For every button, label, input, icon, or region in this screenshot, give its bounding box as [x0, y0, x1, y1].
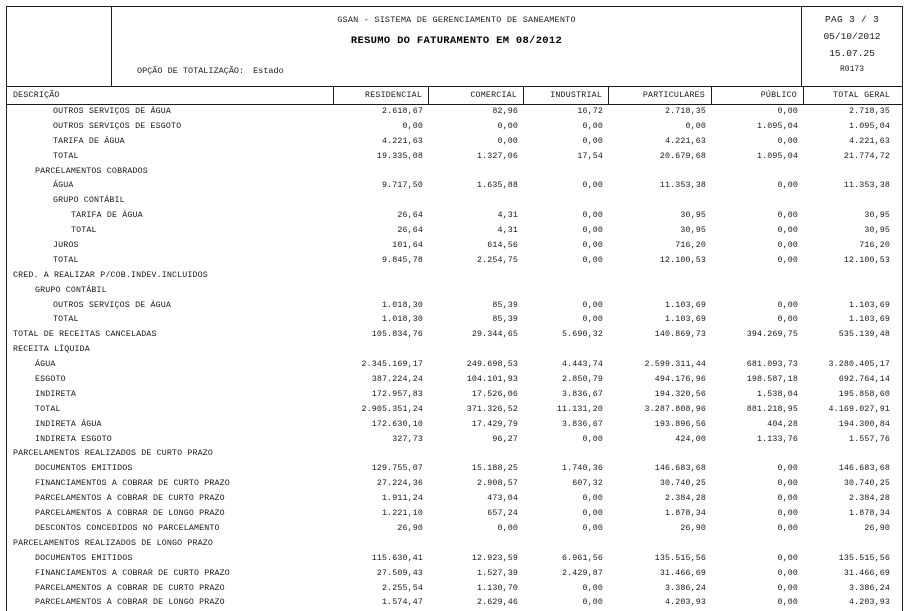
row-value: 1.133,76: [756, 434, 798, 444]
row-value: 2.905.351,24: [361, 404, 423, 414]
row-label: TARIFA DE ÁGUA: [53, 136, 125, 146]
row-label: PARCELAMENTOS REALIZADOS DE CURTO PRAZO: [13, 449, 214, 459]
row-label: RECEITA LÍQUIDA: [13, 345, 90, 355]
totalization-value: Estado: [253, 66, 284, 76]
table-row: [7, 552, 902, 567]
row-label: TOTAL: [71, 226, 97, 236]
row-value: 9.717,50: [381, 181, 423, 191]
row-value: 1.557,76: [848, 434, 890, 444]
row-value: 26,90: [680, 523, 706, 533]
row-value: [712, 194, 804, 209]
row-value: 1.878,34: [848, 509, 890, 519]
table-row: [7, 105, 902, 120]
row-value: 4,31: [497, 226, 518, 236]
row-label: INDIRETA ESGOTO: [35, 434, 112, 444]
row-value: [712, 165, 804, 180]
row-label: DOCUMENTOS EMITIDOS: [35, 464, 133, 474]
row-value: [712, 537, 804, 552]
row-label: TARIFA DE ÁGUA: [71, 211, 143, 221]
row-value: 26,90: [864, 523, 890, 533]
row-value: [524, 343, 609, 358]
row-value: 0,00: [582, 300, 603, 310]
row-value: 2.718,35: [664, 107, 706, 116]
header-logo-cell: [7, 7, 112, 86]
table-row: [7, 403, 902, 418]
row-value: 30.740,25: [659, 479, 706, 489]
table-row: [7, 477, 902, 492]
row-value: 1.103,69: [848, 300, 890, 310]
row-value: [609, 284, 712, 299]
row-value: 614,56: [487, 241, 518, 251]
row-value: 607,32: [572, 479, 603, 489]
row-value: 1.538,04: [756, 389, 798, 399]
row-value: 0,00: [777, 494, 798, 504]
row-value: [804, 343, 896, 358]
row-value: [429, 165, 524, 180]
row-value: 3.280.405,17: [828, 360, 890, 370]
row-label: PARCELAMENTOS COBRADOS: [35, 166, 148, 176]
header-meta-cell: [802, 7, 902, 86]
row-value: [334, 165, 429, 180]
row-value: [429, 269, 524, 284]
row-value: 27.224,36: [376, 479, 423, 489]
row-value: 129.755,07: [371, 464, 423, 474]
row-value: 0,00: [777, 241, 798, 251]
row-value: 535.139,48: [838, 330, 890, 340]
row-value: 135.515,56: [654, 553, 706, 563]
row-value: 0,00: [777, 255, 798, 265]
row-value: [429, 537, 524, 552]
report-header: [7, 7, 902, 87]
row-value: 0,00: [777, 523, 798, 533]
row-value: 0,00: [777, 598, 798, 608]
row-value: 371.326,52: [466, 404, 518, 414]
row-value: 0,00: [777, 479, 798, 489]
row-value: [524, 537, 609, 552]
table-row: [7, 239, 902, 254]
table-row: [7, 388, 902, 403]
row-value: 2.908,57: [476, 479, 518, 489]
row-value: 4.221,63: [664, 136, 706, 146]
row-value: 2.429,87: [561, 568, 603, 578]
row-value: 26,64: [397, 226, 423, 236]
row-value: 1.911,24: [381, 494, 423, 504]
totalization-option: [137, 66, 284, 76]
row-value: 9.845,78: [381, 255, 423, 265]
row-value: [609, 269, 712, 284]
row-value: 30,95: [864, 211, 890, 221]
report-time: 15.07.25: [829, 48, 875, 59]
table-row: [7, 194, 902, 209]
row-value: 3.836,67: [561, 419, 603, 429]
table-row: [7, 492, 902, 507]
row-label: OUTROS SERVIÇOS DE ESGOTO: [53, 121, 182, 131]
row-value: [804, 269, 896, 284]
row-value: 3.386,24: [664, 583, 706, 593]
row-value: 172.957,83: [371, 389, 423, 399]
row-value: 2.618,67: [381, 107, 423, 116]
row-value: 105.834,76: [371, 330, 423, 340]
row-value: 29.344,65: [471, 330, 518, 340]
row-label: PARCELAMENTOS REALIZADOS DE LONGO PRAZO: [13, 538, 214, 548]
row-value: 0,00: [777, 136, 798, 146]
row-value: 0,00: [582, 255, 603, 265]
row-value: 17,54: [577, 151, 603, 161]
row-value: 4.221,63: [848, 136, 890, 146]
row-value: 0,00: [777, 553, 798, 563]
row-value: 194.300,84: [838, 419, 890, 429]
row-value: 0,00: [582, 121, 603, 131]
totalization-label: OPÇÃO DE TOTALIZAÇÃO:: [137, 66, 245, 76]
row-value: [334, 447, 429, 462]
row-value: 0,00: [777, 464, 798, 474]
row-value: 0,00: [777, 315, 798, 325]
row-value: 3.836,67: [561, 389, 603, 399]
row-value: 16,72: [577, 107, 603, 116]
row-value: 249.698,53: [466, 360, 518, 370]
row-value: 1.221,10: [381, 509, 423, 519]
row-value: 2.254,75: [476, 255, 518, 265]
row-value: 2.384,28: [664, 494, 706, 504]
row-value: 31.466,69: [843, 568, 890, 578]
row-value: 1.878,34: [664, 509, 706, 519]
column-header-comercial: COMERCIAL: [429, 87, 524, 105]
row-value: 194.320,56: [654, 389, 706, 399]
table-row: [7, 135, 902, 150]
row-value: 0,00: [497, 136, 518, 146]
column-header-descricao: DESCRIÇÃO: [7, 87, 334, 105]
row-value: [334, 537, 429, 552]
row-value: [524, 447, 609, 462]
table-row: [7, 537, 902, 552]
table-row: [7, 179, 902, 194]
row-value: 1.527,39: [476, 568, 518, 578]
row-value: [524, 269, 609, 284]
row-label: INDIRETA: [35, 389, 77, 399]
row-label: FINANCIAMENTOS A COBRAR DE CURTO PRAZO: [35, 479, 230, 489]
row-label: FINANCIAMENTOS A COBRAR DE CURTO PRAZO: [35, 568, 230, 578]
row-value: 26,90: [397, 523, 423, 533]
row-value: 0,00: [685, 121, 706, 131]
row-value: 85,39: [492, 300, 518, 310]
row-value: 85,39: [492, 315, 518, 325]
row-value: 30,95: [864, 226, 890, 236]
table-row: [7, 522, 902, 537]
row-value: [609, 447, 712, 462]
row-value: [804, 165, 896, 180]
row-value: [429, 194, 524, 209]
row-value: 146.683,68: [838, 464, 890, 474]
row-value: 27.509,43: [376, 568, 423, 578]
row-value: 96,27: [492, 434, 518, 444]
row-value: 0,00: [497, 121, 518, 131]
table-body: [7, 105, 902, 611]
table-row: [7, 433, 902, 448]
column-header-industrial: INDUSTRIAL: [524, 87, 609, 105]
row-label: DESCONTOS CONCEDIDOS NO PARCELAMENTO: [35, 523, 220, 533]
row-value: 473,04: [487, 494, 518, 504]
row-value: 0,00: [582, 241, 603, 251]
row-value: [804, 194, 896, 209]
row-value: 0,00: [582, 211, 603, 221]
row-label: INDIRETA ÁGUA: [35, 419, 102, 429]
row-value: 1.327,06: [476, 151, 518, 161]
row-value: 2.345.169,17: [361, 360, 423, 370]
row-value: 26,64: [397, 211, 423, 221]
row-value: [712, 447, 804, 462]
row-value: 4.203,93: [848, 598, 890, 608]
row-value: 4.221,63: [381, 136, 423, 146]
row-value: 2.629,46: [476, 598, 518, 608]
row-label: PARCELAMENTOS A COBRAR DE CURTO PRAZO: [35, 494, 225, 504]
table-row: [7, 209, 902, 224]
row-value: 3.386,24: [848, 583, 890, 593]
row-value: [334, 343, 429, 358]
row-value: 193.896,56: [654, 419, 706, 429]
row-value: 0,00: [582, 583, 603, 593]
column-header-particulares: PARTICULARES: [609, 87, 712, 105]
row-value: 0,00: [582, 434, 603, 444]
row-value: [609, 194, 712, 209]
row-value: 716,20: [859, 241, 890, 251]
row-value: 101,64: [392, 241, 423, 251]
row-value: 0,00: [777, 583, 798, 593]
row-value: 6.961,56: [561, 553, 603, 563]
row-value: 394.269,75: [746, 330, 798, 340]
row-label: TOTAL: [53, 315, 79, 325]
row-value: 11.131,20: [556, 404, 603, 414]
row-value: [429, 284, 524, 299]
table-row: [7, 120, 902, 135]
row-value: 82,96: [492, 107, 518, 116]
row-value: 1.018,30: [381, 300, 423, 310]
row-value: 881.218,95: [746, 404, 798, 414]
row-value: [429, 343, 524, 358]
table-row: [7, 418, 902, 433]
row-value: 0,00: [777, 509, 798, 519]
row-value: [334, 194, 429, 209]
row-value: [804, 447, 896, 462]
row-label: PARCELAMENTOS A COBRAR DE LONGO PRAZO: [35, 598, 225, 608]
row-value: 21.774,72: [843, 151, 890, 161]
row-value: 0,00: [582, 226, 603, 236]
row-value: 2.599.311,44: [644, 360, 706, 370]
row-value: 30,95: [680, 226, 706, 236]
row-value: 0,00: [777, 226, 798, 236]
row-label: TOTAL: [35, 404, 61, 414]
report-title: RESUMO DO FATURAMENTO EM 08/2012: [350, 35, 563, 47]
row-value: 3.287.808,96: [644, 404, 706, 414]
row-value: [712, 343, 804, 358]
row-value: 1.103,69: [848, 315, 890, 325]
row-value: 12.100,53: [659, 255, 706, 265]
header-title-cell: [112, 7, 802, 86]
row-value: 20.679,68: [659, 151, 706, 161]
row-value: [609, 165, 712, 180]
row-label: OUTROS SERVIÇOS DE ÁGUA: [53, 300, 171, 310]
row-value: 19.335,08: [376, 151, 423, 161]
row-value: 172.630,10: [371, 419, 423, 429]
row-value: 0,00: [582, 181, 603, 191]
row-value: 1.635,88: [476, 181, 518, 191]
table-row: [7, 507, 902, 522]
row-label: PARCELAMENTOS A COBRAR DE CURTO PRAZO: [35, 583, 225, 593]
table-row: [7, 373, 902, 388]
row-value: 15.188,25: [471, 464, 518, 474]
row-value: 0,00: [777, 181, 798, 191]
row-value: 1.103,69: [664, 315, 706, 325]
row-value: 2.850,79: [561, 375, 603, 385]
row-label: TOTAL: [53, 255, 79, 265]
row-value: 424,00: [675, 434, 706, 444]
table-row: [7, 447, 902, 462]
row-value: 1.574,47: [381, 598, 423, 608]
row-label: TOTAL DE RECEITAS CANCELADAS: [13, 330, 157, 340]
table-row: [7, 313, 902, 328]
row-label: ÁGUA: [53, 181, 74, 191]
row-value: 327,73: [392, 434, 423, 444]
row-label: PARCELAMENTOS A COBRAR DE LONGO PRAZO: [35, 509, 225, 519]
row-value: [712, 269, 804, 284]
row-value: 1.740,36: [561, 464, 603, 474]
table-row: [7, 567, 902, 582]
row-value: 716,20: [675, 241, 706, 251]
row-value: 4.203,93: [664, 598, 706, 608]
row-value: 5.690,32: [561, 330, 603, 340]
row-value: 404,28: [767, 419, 798, 429]
table-row: [7, 358, 902, 373]
row-value: 30.740,25: [843, 479, 890, 489]
row-value: [429, 447, 524, 462]
row-label: JUROS: [53, 241, 79, 251]
table-row: [7, 582, 902, 597]
row-value: 195.858,60: [838, 389, 890, 399]
row-value: 0,00: [777, 300, 798, 310]
table-row: [7, 224, 902, 239]
row-label: OUTROS SERVIÇOS DE ÁGUA: [53, 107, 171, 116]
row-value: 4.169.027,91: [828, 404, 890, 414]
row-value: 1.095,04: [756, 151, 798, 161]
table-row: [7, 328, 902, 343]
row-value: 0,00: [402, 121, 423, 131]
table-column-header: [7, 87, 902, 105]
row-value: 135.515,56: [838, 553, 890, 563]
row-value: 692.764,14: [838, 375, 890, 385]
row-value: 1.095,04: [848, 121, 890, 131]
row-label: ÁGUA: [35, 360, 56, 370]
row-value: 0,00: [582, 315, 603, 325]
page-number: PAG 3 / 3: [824, 14, 879, 25]
row-value: [804, 284, 896, 299]
row-value: 104.101,93: [466, 375, 518, 385]
row-value: 11.353,38: [659, 181, 706, 191]
row-value: [609, 343, 712, 358]
row-value: 2.255,54: [381, 583, 423, 593]
row-value: 0,00: [777, 107, 798, 116]
column-header-total-geral: TOTAL GERAL: [833, 90, 890, 100]
table-row: [7, 269, 902, 284]
table-row: [7, 462, 902, 477]
row-value: [334, 284, 429, 299]
row-value: 115.630,41: [371, 553, 423, 563]
row-value: 1.018,30: [381, 315, 423, 325]
row-value: [609, 537, 712, 552]
report-frame: [6, 6, 903, 611]
row-value: 17.429,79: [471, 419, 518, 429]
row-value: 17.526,06: [471, 389, 518, 399]
row-value: [524, 284, 609, 299]
row-value: 0,00: [582, 598, 603, 608]
row-label: CRED. A REALIZAR P/COB.INDEV.INCLUIDOS: [13, 270, 208, 280]
row-value: [334, 269, 429, 284]
row-value: 1.130,70: [476, 583, 518, 593]
row-value: 0,00: [582, 136, 603, 146]
row-value: 12.923,59: [471, 553, 518, 563]
row-value: 140.869,73: [654, 330, 706, 340]
row-value: 4.443,74: [561, 360, 603, 370]
system-name: GSAN - SISTEMA DE GERENCIAMENTO DE SANEAMENTO: [337, 15, 576, 25]
row-value: 0,00: [582, 523, 603, 533]
row-value: 198.587,18: [746, 375, 798, 385]
row-value: 146.683,68: [654, 464, 706, 474]
row-value: 4,31: [497, 211, 518, 221]
row-value: 0,00: [497, 523, 518, 533]
row-value: 0,00: [777, 568, 798, 578]
row-label: DOCUMENTOS EMITIDOS: [35, 553, 133, 563]
row-label: GRUPO CONTÁBIL: [53, 196, 125, 206]
row-value: 1.103,69: [664, 300, 706, 310]
row-value: [524, 165, 609, 180]
row-value: 494.176,96: [654, 375, 706, 385]
table-row: [7, 343, 902, 358]
row-value: 0,00: [582, 494, 603, 504]
row-label: ESGOTO: [35, 375, 66, 385]
row-value: 30,95: [680, 211, 706, 221]
row-value: 0,00: [777, 211, 798, 221]
table-row: [7, 299, 902, 314]
table-row: [7, 596, 902, 611]
report-date: 05/10/2012: [823, 31, 881, 42]
table-row: [7, 150, 902, 165]
table-row: [7, 165, 902, 180]
row-value: 31.466,69: [659, 568, 706, 578]
row-value: 1.095,04: [756, 121, 798, 131]
row-value: [712, 284, 804, 299]
row-label: GRUPO CONTÁBIL: [35, 285, 107, 295]
table-row: [7, 254, 902, 269]
row-label: TOTAL: [53, 151, 79, 161]
row-value: 657,24: [487, 509, 518, 519]
column-header-publico: PÚBLICO: [712, 87, 804, 105]
row-value: [524, 194, 609, 209]
row-value: 0,00: [582, 509, 603, 519]
column-header-residencial: RESIDENCIAL: [334, 87, 429, 105]
row-value: 12.100,53: [843, 255, 890, 265]
row-value: 2.718,35: [848, 107, 890, 116]
row-value: [804, 537, 896, 552]
row-value: 2.384,28: [848, 494, 890, 504]
table-row: [7, 284, 902, 299]
report-code: R0173: [839, 65, 864, 74]
row-value: 11.353,38: [843, 181, 890, 191]
row-value: 681.093,73: [746, 360, 798, 370]
row-value: 387.224,24: [371, 375, 423, 385]
